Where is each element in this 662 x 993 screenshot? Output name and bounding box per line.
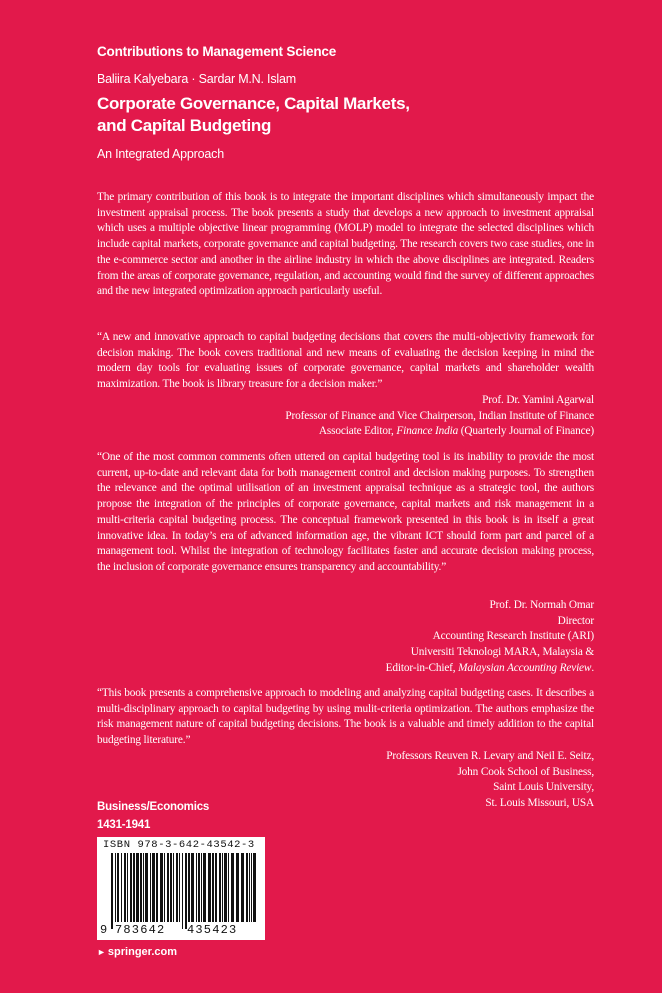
barcode-bar (176, 853, 178, 922)
reviewer-name: Prof. Dr. Normah Omar (489, 599, 594, 611)
barcode-bar (127, 853, 128, 922)
barcode-bar (133, 853, 135, 922)
barcode-bar (156, 853, 158, 922)
reviewer-institute: Accounting Research Institute (ARI) (432, 630, 594, 643)
barcode-bar (117, 853, 119, 922)
subject-category: Business/Economics (97, 801, 210, 813)
series-code: 1431-1941 (97, 819, 151, 831)
barcode-bar (160, 853, 163, 922)
barcode-bar (143, 853, 144, 922)
barcode-bar (246, 853, 248, 922)
barcode-bar (164, 853, 165, 922)
barcode-bar (179, 853, 180, 922)
barcode-bar (136, 853, 139, 922)
barcode-bar (212, 853, 214, 922)
ean-left-group: 783642 (115, 923, 166, 937)
subtitle: An Integrated Approach (97, 147, 224, 161)
barcode-bar (167, 853, 169, 922)
barcode-bar (185, 853, 187, 929)
publisher-website[interactable] (97, 946, 177, 958)
book-title (97, 93, 517, 137)
barcode-bar (124, 853, 126, 922)
review-attribution-1 (134, 393, 594, 440)
arrow-right-icon: ► (97, 947, 106, 957)
review-quote-3: “This book presents a comprehensive approach to modeling and analyzing capital budgeting cases. It describes a multi-disciplinary approach to capital budgeting by using mulit-criteria optimization. The authors emphasize the risk management nature of capital budgeting decisions. The book is a valuable and timely addition to the capital budgeting literature.” (97, 687, 594, 747)
review-quote-1: “A new and innovative approach to capital budgeting decisions that covers the multi-objectivity framework for decision making. The book covers traditional and new means of evaluating the decision keeping in mind the modern day tools for evaluating issues of corporate governance, capital markets and shareholder wealth maximization. The book is library treasure for a decision maker.” (97, 331, 594, 391)
review-quote-2: “One of the most common comments often uttered on capital budgeting tool is its inability to provide the most current, up-to-date and relevant data for both management control and decision making purposes. To strengthen the relevance and the optimal utilisation of an investment appraisal technique as a strategic tool, the authors propose the integration of the principles of corporate governance, capital markets and risk management in a multi-criteria capital budgeting process. The conceptual framework presented in this book is in itself a great innovative idea. In today’s era of advanced information age, the vibrant ICT should form part and parcel of a management tool. Whilst the integration of technology facilitates faster and accurate decision making process, the inclusion of corporate governance ensures transparency and accountability.” (97, 451, 594, 573)
reviewer-title: Professor of Finance and Vice Chairperson, Indian Institute of Finance (285, 409, 594, 422)
barcode-bar (170, 853, 172, 922)
barcode-bar (231, 853, 234, 922)
barcode-bar (152, 853, 155, 922)
title-line-1: Corporate Governance, Capital Markets, (97, 94, 410, 113)
reviewer-role: Editor-in-Chief, Malaysian Accounting Review. (385, 661, 594, 674)
barcode-bar (201, 853, 202, 922)
barcode-bar (173, 853, 174, 922)
barcode-bar (196, 853, 197, 922)
reviewer-university: Saint Louis University, (493, 781, 594, 794)
barcode-bar (182, 853, 183, 929)
barcode-bar (215, 853, 217, 922)
reviewer-university: Universiti Teknologi MARA, Malaysia & (410, 646, 594, 659)
reviewer-name: Prof. Dr. Yamini Agarwal (482, 394, 594, 406)
barcode-bar (249, 853, 250, 922)
reviewer-location: St. Louis Missouri, USA (485, 797, 594, 810)
barcode-bar (111, 853, 113, 929)
barcode-bar (251, 853, 252, 922)
barcode-bar (219, 853, 221, 922)
barcode-bar (203, 853, 206, 922)
barcode-bar (253, 853, 256, 922)
authors: Baliira Kalyebara · Sardar M.N. Islam (97, 72, 296, 86)
barcode-bar (222, 853, 223, 922)
title-line-2: and Capital Budgeting (97, 116, 272, 135)
isbn-barcode (97, 837, 265, 940)
ean-right-group: 435423 (187, 923, 238, 937)
barcode-bar (241, 853, 244, 922)
review-attribution-2 (134, 598, 594, 677)
reviewer-name: Professors Reuven R. Levary and Neil E. Seitz, (386, 750, 594, 762)
ean-first-digit: 9 (100, 923, 108, 937)
barcode-bar (188, 853, 190, 922)
series-name: Contributions to Management Science (97, 44, 337, 59)
barcode-bar (140, 853, 142, 922)
barcode-bar (208, 853, 211, 922)
isbn-label: ISBN 978-3-642-43542-3 (103, 839, 255, 851)
barcode-bar (121, 853, 122, 922)
barcode-bar (150, 853, 151, 922)
barcode-bar (236, 853, 239, 922)
barcode-bar (198, 853, 200, 922)
barcode-bar (191, 853, 194, 922)
barcode-bar (224, 853, 227, 922)
barcode-bar (145, 853, 148, 922)
barcode-bar (115, 853, 116, 922)
reviewer-role: Associate Editor, Finance India (Quarterly Journal of Finance) (318, 425, 594, 438)
website-text: springer.com (107, 946, 177, 958)
barcode-bar (130, 853, 132, 922)
book-description: The primary contribution of this book is to integrate the important disciplines which simultaneously impact the investment appraisal process. The book presents a study that develops a new approach to investment appraisal which uses a multiple objective linear programming (MOLP) model to integrate the selected disciplines which include capital markets, corporate governance and capital budgeting. The research covers two case studies, one in the e-commerce sector and another in the airline industry in which the above disciplines are integrated. Readers from the areas of corporate governance, regulation, and accounting would find the survey of different approaches and the new integrated optimization approach particularly useful. (97, 191, 594, 298)
reviewer-title: Director (557, 614, 594, 627)
reviewer-school: John Cook School of Business, (457, 765, 594, 778)
barcode-bar (228, 853, 229, 922)
